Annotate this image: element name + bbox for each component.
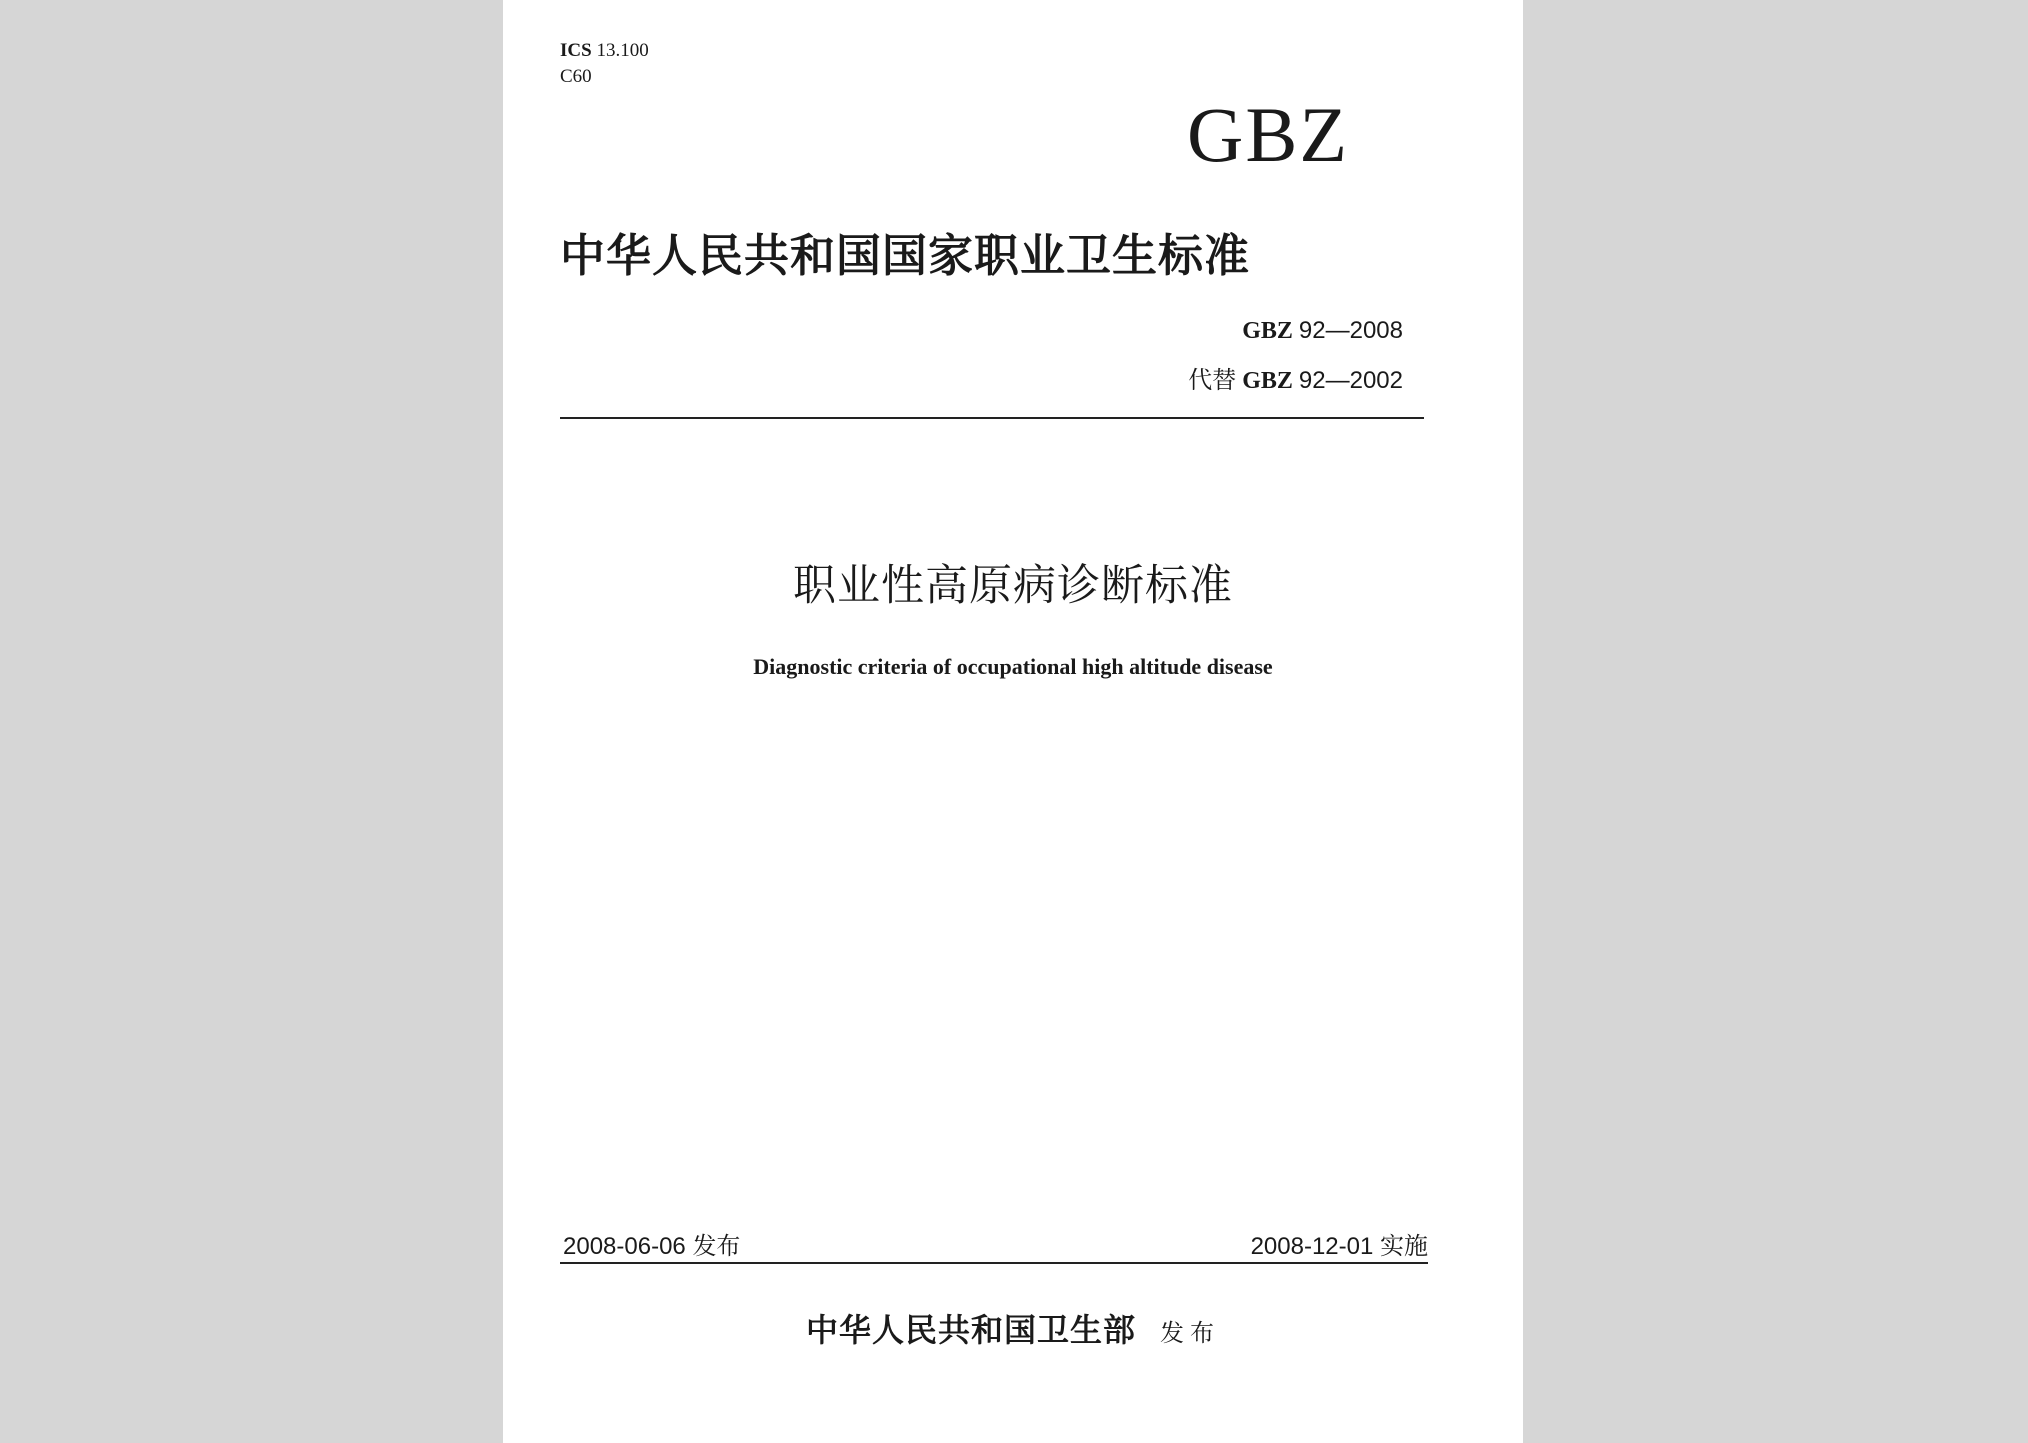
document-title-chinese: 职业性高原病诊断标准 [793,561,1233,611]
issue-label: 发布 [692,1233,741,1260]
national-standard-heading: 中华人民共和国国家职业卫生标准 [560,229,1251,282]
footer-divider [560,1262,1428,1264]
replaces-prefix: GBZ [1242,368,1293,394]
replaces-number: 92—2002 [1298,367,1403,394]
issue-date [563,1230,740,1264]
gbz-logo: GBZ [1187,91,1349,178]
publisher-name: 中华人民共和国卫生部 [805,1311,1136,1349]
replaces-standard [1188,364,1403,398]
standard-number-value: 92—2008 [1298,317,1403,344]
implementation-date-value: 2008-12-01 [1250,1233,1374,1260]
ics-number: 13.100 [596,40,649,61]
classification-codes [560,38,649,90]
publisher-line [503,1308,1523,1355]
document-title-english: Diagnostic criteria of occupational high altitude disease [753,654,1273,679]
header-divider [560,417,1424,419]
publisher-action: 发布 [1160,1319,1220,1347]
replaces-label: 代替 [1188,368,1237,394]
standard-number [1242,314,1403,348]
document-page [503,0,1523,1443]
ics-label: ICS [560,40,592,61]
implementation-date [1251,1230,1428,1264]
implementation-label: 实施 [1380,1233,1428,1260]
category-code: C60 [560,66,592,87]
ics-code [560,38,649,64]
issue-date-value: 2008-06-06 [563,1233,686,1260]
standard-prefix: GBZ [1242,318,1293,344]
